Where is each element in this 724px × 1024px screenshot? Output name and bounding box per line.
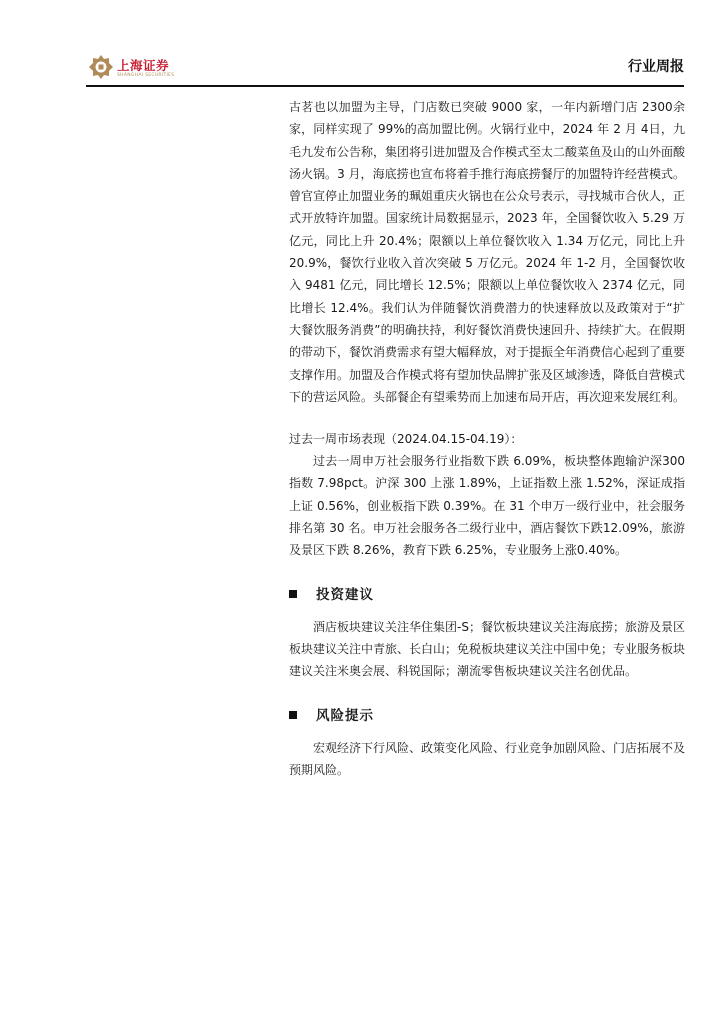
page-header: [86, 50, 684, 84]
report-type-label: 行业周报: [628, 59, 684, 75]
risk-section-text: 宏观经济下行风险、政策变化风险、行业竞争加剧风险、门店拓展不及预期风险。: [289, 740, 686, 777]
risk-section-title: 风险提示: [316, 707, 374, 724]
logo-emblem-icon: [88, 54, 114, 80]
investment-section-header: [289, 582, 685, 608]
risk-section-header: [289, 703, 685, 729]
investment-section-text: 酒店板块建议关注华住集团-S；餐饮板块建议关注海底捞；旅游及景区板块建议关注中青旅、长白山；免税板块建议关注中国中免；专业服务板块建议关注米奥会展、科锐国际；潮流零售板块建议关注名创优品。: [289, 619, 686, 679]
logo-text-cn: 上海证券: [117, 58, 170, 73]
risk-section: [289, 703, 685, 782]
report-body: [289, 96, 685, 781]
header-divider: [86, 85, 684, 87]
square-bullet-icon: [289, 590, 297, 598]
market-performance-paragraph: 过去一周申万社会服务行业指数下跌 6.09%，板块整体跑输沪深300 指数 7.98pct。沪深 300 上涨 1.89%，上证指数上涨 1.52%，深证成指上证 0.56%，创业板指下跌 0.39%。在 31 个申万一级行业中，社会服务排名第 30 名。申万社会服务各二级行业中，酒店餐饮下跌12.09%，旅游及景区下跌 8.26%，教育下跌 6.25%，专业服务上涨0.40%。: [289, 454, 685, 558]
market-performance-title: 过去一周市场表现（2024.04.15-04.19）：: [289, 432, 523, 447]
investment-section-title: 投资建议: [316, 586, 374, 603]
investment-section: [289, 582, 685, 683]
logo-text-en: SHANGHAI SECURITIES: [117, 73, 175, 78]
industry-analysis-paragraph: 古茗也以加盟为主导，门店数已突破 9000 家，一年内新增门店 2300余家，同样实现了 99%的高加盟比例。火锅行业中，2024 年 2 月 4日，九毛九发布公告称，集团将引进加盟及合作模式至太二酸菜鱼及山的山外面酸汤火锅。3 月，海底捞也宣布将着手推行海底捞餐厅的加盟特许经营模式。曾官宣停止加盟业务的珮姐重庆火锅也在公众号表示，寻找城市合伙人，正式开放特许加盟。国家统计局数据显示，2023 年，全国餐饮收入 5.29 万亿元，同比上升 20.4%；限额以上单位餐饮收入 1.34 万亿元，同比上升 20.9%，餐饮行业收入首次突破 5 万亿元。2024 年 1-2 月，全国餐饮收入 9481 亿元，同比增长 12.5%；限额以上单位餐饮收入 2374 亿元，同比增长 12.4%。我们认为伴随餐饮消费潜力的快速释放以及政策对于“扩大餐饮服务消费”的明确扶持，利好餐饮消费快速回升、持续扩大。在假期的带动下，餐饮消费需求有望大幅释放，对于提振全年消费信心起到了重要支撑作用。加盟及合作模式将有望加快品牌扩张及区域渗透，降低自营模式下的营运风险。头部餐企有望乘势而上加速布局开店，再次迎来发展红利。: [289, 100, 686, 404]
square-bullet-icon: [289, 711, 297, 719]
company-logo: [86, 50, 286, 84]
